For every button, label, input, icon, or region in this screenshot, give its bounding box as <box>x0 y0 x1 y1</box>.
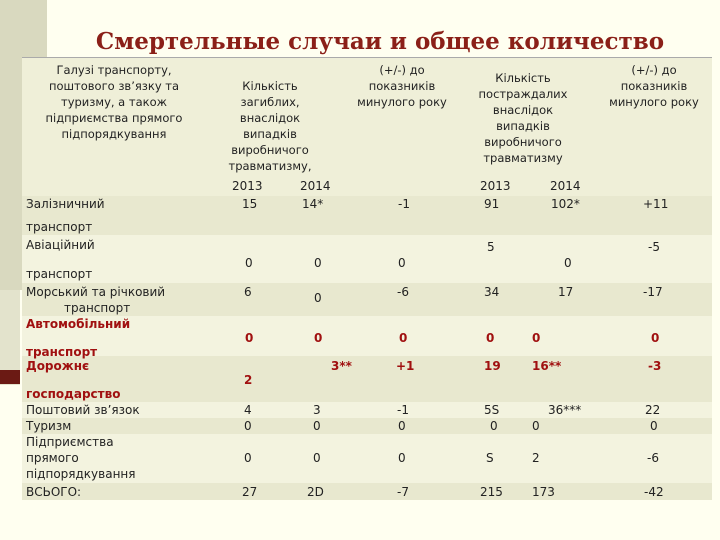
row-label: прямого <box>26 451 79 465</box>
header-injured-diff: (+/-) до показників минулого року <box>609 63 699 109</box>
header-deaths-diff: (+/-) до показників минулого року <box>357 63 447 109</box>
cell-injured-2014: 0 <box>532 331 541 345</box>
row-band <box>22 418 712 434</box>
cell-deaths-2014: 3** <box>331 359 352 373</box>
cell-injured-2014: 16** <box>532 359 562 373</box>
cell-deaths-2014: 3 <box>313 403 321 417</box>
cell-deaths-2014: 0 <box>314 291 322 305</box>
row-label: транспорт <box>64 301 131 315</box>
cell-injured-diff: +11 <box>643 197 669 211</box>
cell-deaths-2014: 0 <box>313 451 321 465</box>
row-label: транспорт <box>26 267 93 281</box>
cell-deaths-2013: 4 <box>244 403 252 417</box>
cell-injured-diff: -6 <box>647 451 659 465</box>
cell-deaths-diff: -1 <box>397 403 409 417</box>
cell-deaths-diff: -6 <box>397 285 409 299</box>
total-injured-2014: 173 <box>532 485 555 499</box>
row-label: Залізничний <box>26 197 105 211</box>
row-label: Авіаційний <box>26 238 95 252</box>
cell-deaths-2014: 0 <box>314 256 322 270</box>
row-label: господарство <box>26 387 121 401</box>
header-year-2013: 2013 <box>480 179 511 193</box>
row-label: Дорожнє <box>26 359 90 373</box>
row-label: транспорт <box>26 220 93 234</box>
cell-deaths-2013: 6 <box>244 285 252 299</box>
row-label: транспорт <box>26 345 98 359</box>
total-injured-diff: -42 <box>644 485 664 499</box>
cell-deaths-2014: 14* <box>302 197 324 211</box>
cell-injured-2013: 5 <box>487 240 495 254</box>
header-year-2014: 2014 <box>300 179 331 193</box>
header-year-2013: 2013 <box>232 179 263 193</box>
header-injured: Кількість постраждалих внаслідок випадків виробничого травматизму <box>478 71 568 165</box>
cell-injured-2014: 36*** <box>548 403 582 417</box>
cell-injured-2013: 0 <box>490 419 498 433</box>
cell-injured-diff: -17 <box>643 285 663 299</box>
cell-injured-diff: 0 <box>651 331 660 345</box>
cell-injured-diff: 22 <box>645 403 661 417</box>
cell-deaths-2013: 15 <box>242 197 258 211</box>
cell-deaths-diff: -1 <box>398 197 410 211</box>
row-label: Туризм <box>26 419 72 433</box>
row-band <box>22 356 712 402</box>
header-deaths: Кількість загиблих, внаслідок випадків виробничого травматизму, <box>228 79 312 173</box>
header-branch: Галузі транспорту, поштового зв’язку та туризму, а також підприємства прямого підпорядкування <box>45 63 183 141</box>
cell-deaths-2013: 0 <box>245 256 253 270</box>
cell-injured-2014: 17 <box>558 285 574 299</box>
cell-injured-2013: 91 <box>484 197 500 211</box>
cell-injured-2013: S <box>486 451 494 465</box>
cell-injured-2014: 102* <box>551 197 580 211</box>
cell-injured-diff: -3 <box>648 359 662 373</box>
row-label: Поштовий зв’язок <box>26 403 140 417</box>
cell-deaths-diff: +1 <box>396 359 415 373</box>
cell-deaths-diff: 0 <box>398 256 406 270</box>
total-injured-2013: 215 <box>480 485 503 499</box>
cell-deaths-2013: 0 <box>244 419 252 433</box>
cell-injured-2014: 2 <box>532 451 540 465</box>
row-label: підпорядкування <box>26 467 136 481</box>
total-deaths-diff: -7 <box>397 485 409 499</box>
cell-deaths-2013: 0 <box>244 451 252 465</box>
row-band <box>22 196 712 235</box>
page-title: Смертельные случаи и общее количество <box>95 28 665 55</box>
row-label: Морський та річковий <box>26 285 166 299</box>
total-deaths-2013: 27 <box>242 485 258 499</box>
row-band <box>22 483 712 500</box>
cell-deaths-2013: 2 <box>244 373 253 387</box>
total-label: ВСЬОГО: <box>26 485 82 499</box>
cell-injured-2014: 0 <box>564 256 572 270</box>
cell-injured-2013: 0 <box>486 331 495 345</box>
cell-deaths-diff: 0 <box>398 419 406 433</box>
cell-deaths-diff: 0 <box>398 451 406 465</box>
row-band <box>22 235 712 283</box>
cell-injured-2013: 34 <box>484 285 500 299</box>
row-label: Підприємства <box>26 435 114 449</box>
cell-injured-diff: -5 <box>648 240 660 254</box>
cell-injured-2013: 19 <box>484 359 501 373</box>
header-year-2014: 2014 <box>550 179 581 193</box>
total-deaths-2014: 2D <box>307 485 324 499</box>
cell-deaths-2014: 0 <box>313 419 321 433</box>
cell-injured-2014: 0 <box>532 419 540 433</box>
cell-deaths-diff: 0 <box>399 331 408 345</box>
cell-deaths-2013: 0 <box>245 331 254 345</box>
cell-injured-diff: 0 <box>650 419 658 433</box>
cell-deaths-2014: 0 <box>314 331 323 345</box>
cell-injured-2013: 5S <box>484 403 500 417</box>
row-label: Автомобільний <box>26 317 131 331</box>
decor-accent-bar <box>0 370 20 384</box>
